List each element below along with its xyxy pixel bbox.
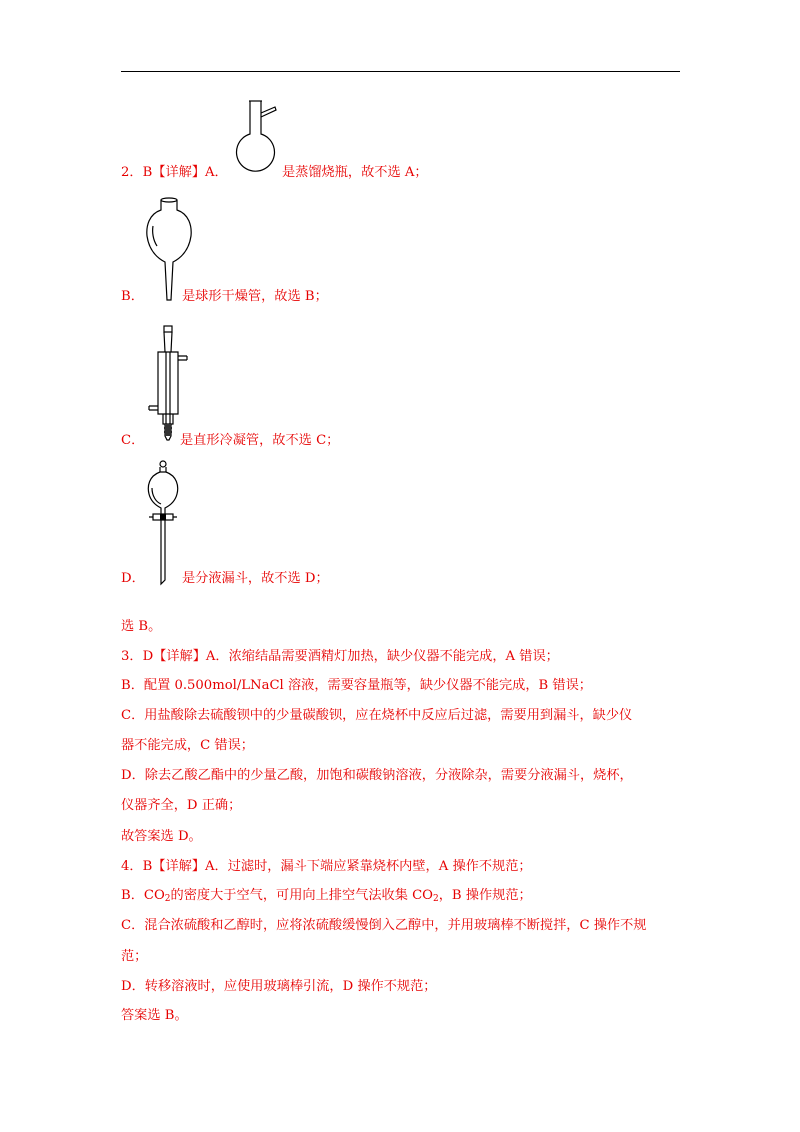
q4-line-2	[121, 888, 532, 904]
q2-conclusion: 选 B。	[121, 619, 162, 634]
q2-b-text: 是球形干燥管，故选 B；	[182, 289, 328, 304]
spherical-drying-tube-image	[143, 192, 199, 302]
separatory-funnel-image	[143, 458, 195, 586]
q4-line-3: C．混合浓硫酸和乙醇时，应将浓硫酸缓慢倒入乙醇中，并用玻璃棒不断搅拌，C 操作不规	[121, 918, 647, 933]
q3-line-4: 器不能完成，C 错误；	[121, 738, 254, 753]
q3-line-3: C．用盐酸除去硫酸钡中的少量碳酸钡，应在烧杯中反应后过滤，需要用到漏斗，缺少仪	[121, 708, 633, 723]
q4-line-1: 4．B【详解】A．过滤时，漏斗下端应紧靠烧杯内壁，A 操作不规范；	[121, 859, 532, 874]
q3-line-1: 3．D【详解】A．浓缩结晶需要酒精灯加热，缺少仪器不能完成，A 错误；	[121, 649, 559, 664]
q4-line-2-post: ，B 操作规范；	[438, 888, 532, 903]
q3-line-5: D．除去乙酸乙酯中的少量乙酸，加饱和碳酸钠溶液，分液除杂，需要分液漏斗，烧杯，	[121, 768, 633, 783]
q3-line-2: B．配置 0.500mol/LNaCl 溶液，需要容量瓶等，缺少仪器不能完成，B 错误；	[121, 678, 592, 693]
q2-a-text: 是蒸馏烧瓶，故不选 A；	[282, 165, 428, 180]
q2-d-text: 是分液漏斗，故不选 D；	[182, 571, 329, 586]
q4-conclusion: 答案选 B。	[121, 1008, 188, 1023]
q2-d-label: D．	[121, 571, 145, 586]
q3-line-6: 仪器齐全，D 正确；	[121, 798, 242, 813]
q4-line-5: D．转移溶液时，应使用玻璃棒引流，D 操作不规范；	[121, 979, 437, 994]
straight-condenser-image	[143, 324, 195, 448]
q4-line-2-sub1: 2	[164, 894, 171, 904]
q4-line-2-mid: 的密度大于空气，可用向上排空气法收集 CO	[170, 888, 433, 903]
q2-c-text: 是直形冷凝管，故不选 C；	[180, 433, 340, 448]
q2-b-label: B．	[121, 289, 144, 304]
q2-c-label: C．	[121, 433, 145, 448]
header-rule	[121, 71, 680, 72]
q3-conclusion: 故答案选 D。	[121, 829, 202, 844]
q4-line-2-pre: B．CO	[121, 888, 165, 903]
q4-line-4: 范；	[121, 949, 148, 964]
q4-line-2-sub2: 2	[432, 894, 439, 904]
q2-head: 2．B【详解】A．	[121, 165, 228, 180]
distillation-flask-image	[228, 98, 284, 180]
q2-line-a	[121, 165, 228, 181]
